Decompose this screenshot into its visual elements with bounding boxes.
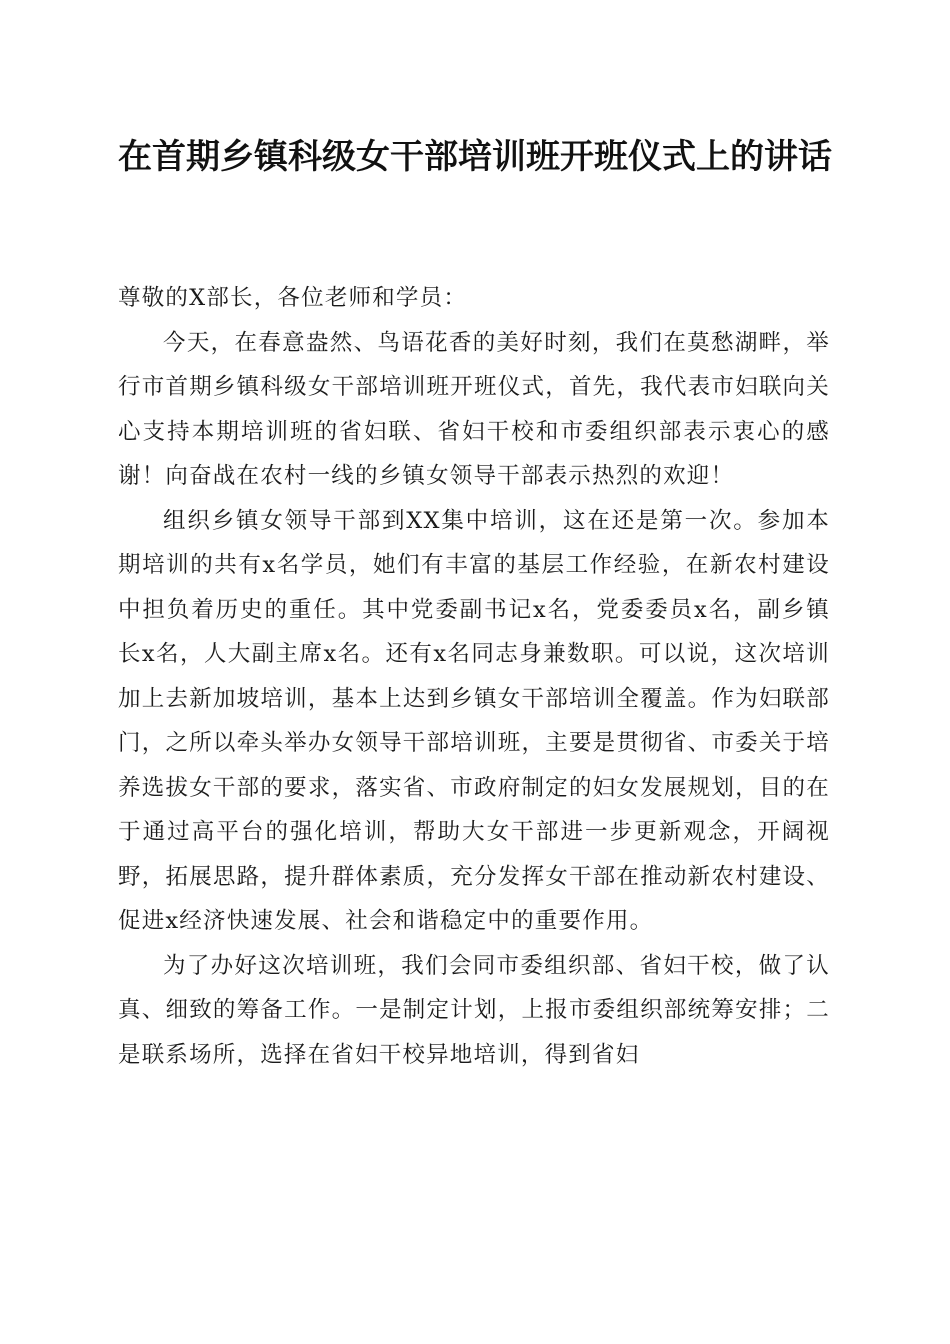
paragraph-3: 为了办好这次培训班，我们会同市委组织部、省妇干校，做了认真、细致的筹备工作。一是制定计划，上报市委组织部统筹安排；二是联系场所，选择在省妇干校异地培训，得到省妇 (118, 952, 830, 1068)
document-title: 在首期乡镇科级女干部培训班开班仪式上的讲话 (118, 137, 832, 177)
paragraph-1: 今天，在春意盎然、鸟语花香的美好时刻，我们在莫愁湖畔，举行市首期乡镇科级女干部培训班开班仪式，首先，我代表市妇联向关心支持本期培训班的省妇联、省妇干校和市委组织部表示衷心的感谢！向奋战在农村一线的乡镇女领导干部表示热烈的欢迎！ (118, 329, 830, 489)
document-body (118, 276, 830, 1077)
salutation: 尊敬的X部长，各位老师和学员： (118, 285, 468, 311)
paragraph-2: 组织乡镇女领导干部到XX集中培训，这在还是第一次。参加本期培训的共有x名学员，她们有丰富的基层工作经验，在新农村建设中担负着历史的重任。其中党委副书记x名，党委委员x名，副乡镇长x名，人大副主席x名。还有x名同志身兼数职。可以说，这次培训加上去新加坡培训，基本上达到乡镇女干部培训全覆盖。作为妇联部门，之所以牵头举办女领导干部培训班，主要是贯彻省、市委关于培养选拔女干部的要求，落实省、市政府制定的妇女发展规划，目的在于通过高平台的强化培训，帮助大女干部进一步更新观念，开阔视野，拓展思路，提升群体素质，充分发挥女干部在推动新农村建设、促进x经济快速发展、社会和谐稳定中的重要作用。 (118, 507, 830, 934)
